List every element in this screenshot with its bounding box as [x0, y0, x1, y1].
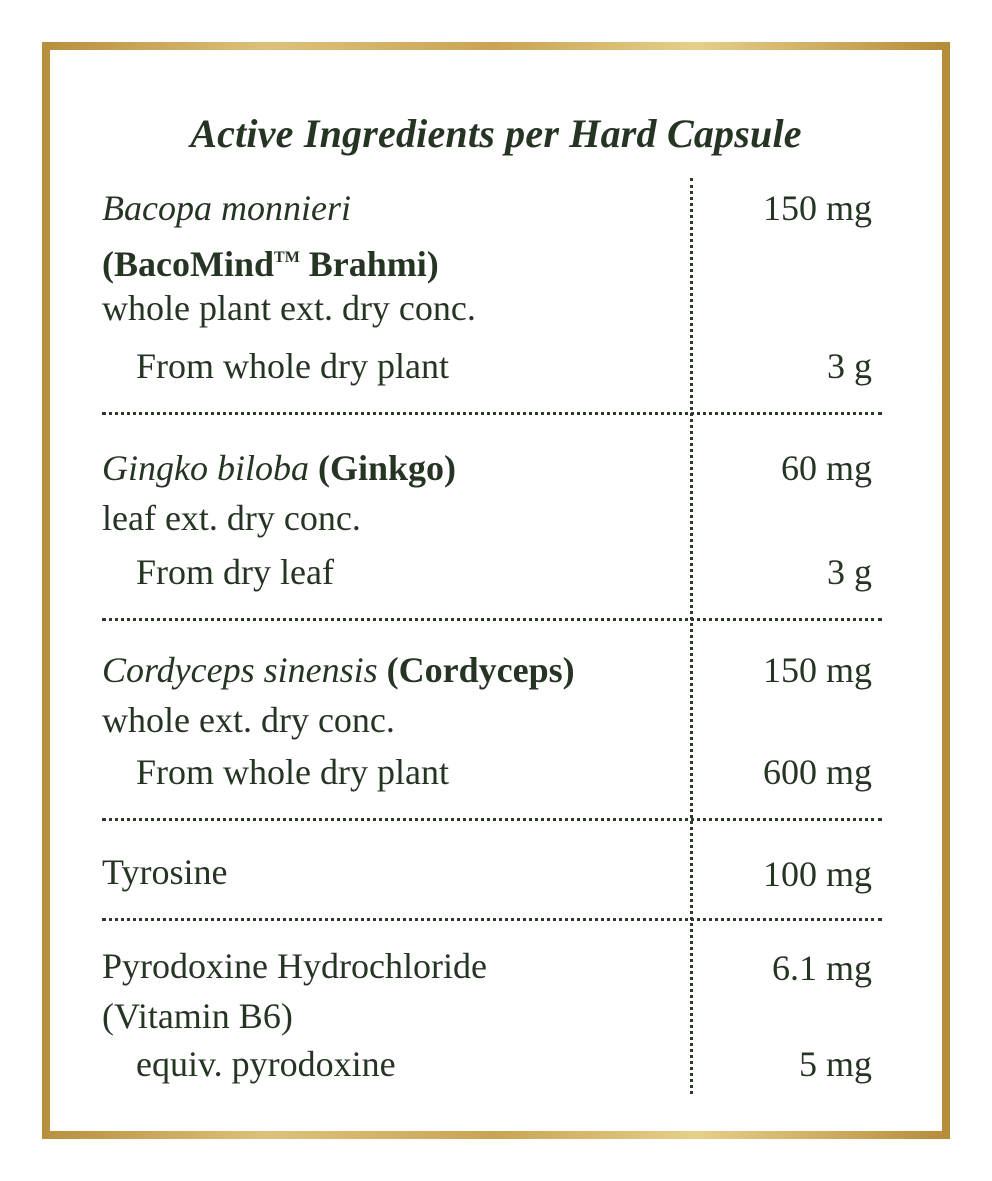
- column-divider: [690, 178, 693, 1094]
- ingredient-description: whole ext. dry conc.: [102, 700, 395, 740]
- row-separator: [102, 918, 882, 921]
- trademark-mark: TM: [274, 249, 300, 266]
- latin-name: Cordyceps sinensis: [102, 650, 378, 690]
- ingredient-description: leaf ext. dry conc.: [102, 498, 361, 538]
- source-text: equiv. pyrodoxine: [136, 1044, 396, 1084]
- common-name: (Ginkgo): [317, 448, 457, 488]
- common-name: (BacoMind™ Brahmi): [102, 244, 439, 284]
- row-separator: [102, 412, 882, 415]
- source-amount: 600 mg: [762, 752, 872, 792]
- ingredient-name: Tyrosine: [102, 852, 228, 892]
- source-text: From dry leaf: [136, 552, 334, 592]
- ingredient-description: whole plant ext. dry conc.: [102, 288, 476, 328]
- row-separator: [102, 818, 882, 821]
- source-amount: 3 g: [827, 552, 872, 592]
- ingredient-amount: 100 mg: [762, 854, 872, 894]
- row-separator: [102, 618, 882, 621]
- ingredient-name: [102, 650, 575, 690]
- latin-name: Bacopa monnieri: [102, 188, 351, 228]
- ingredient-amount: 60 mg: [780, 448, 872, 488]
- panel-title: Active Ingredients per Hard Capsule: [190, 111, 802, 156]
- ingredient-name: [102, 448, 456, 488]
- ingredient-name: Pyrodoxine Hydrochloride: [102, 946, 487, 986]
- common-name: (Cordyceps): [386, 650, 575, 690]
- ingredient-amount: 150 mg: [762, 188, 872, 228]
- source-amount: 3 g: [827, 346, 872, 386]
- ingredient-name: [102, 188, 351, 228]
- ingredient-amount: 6.1 mg: [771, 948, 872, 988]
- ingredients-panel: [50, 50, 942, 1131]
- ingredient-amount: 150 mg: [762, 650, 872, 690]
- source-amount: 5 mg: [798, 1044, 872, 1084]
- source-text: From whole dry plant: [136, 752, 449, 792]
- label-frame: [42, 42, 950, 1139]
- ingredient-note: (Vitamin B6): [102, 996, 293, 1036]
- source-text: From whole dry plant: [136, 346, 449, 386]
- latin-name: Gingko biloba: [102, 448, 309, 488]
